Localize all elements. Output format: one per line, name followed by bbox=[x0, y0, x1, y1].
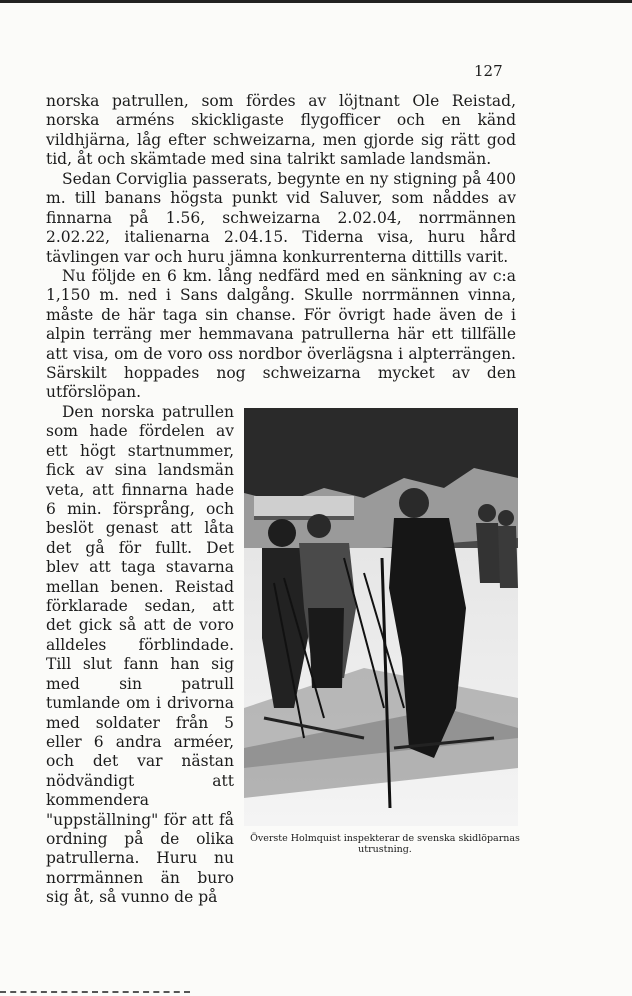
photo-illustration bbox=[244, 408, 518, 826]
paragraph-3: Nu följde en 6 km. lång nedfärd med en sänkning av c:a 1,150 m. ned i Sans dalgång. Skulle norrmännen vinna, måste de här taga sin chanse. För övrigt hade även de i alpin terräng mer hemmavana patrullerna här ett tillfälle att visa, om de voro oss nordbor överlägsna i alpterrängen. Särskilt hoppades nog schweizarna mycket av den utförslöpan. bbox=[46, 267, 516, 402]
photo-skiers-inspection bbox=[244, 408, 518, 826]
page-number: 127 bbox=[474, 62, 503, 80]
paragraph-1: norska patrullen, som fördes av löjtnant Ole Reistad, norska arméns skickligaste flygofficer och en känd vildhjärna, låg efter schweizarna, men gjorde sig rätt god tid, åt och skämtade med sina talrikt samlade landsmän. bbox=[46, 92, 516, 169]
photo-caption: Överste Holmquist inspekterar de svenska skidlöparnas utrustning. bbox=[250, 833, 520, 855]
bottom-rule bbox=[0, 991, 190, 993]
paragraph-2: Sedan Corviglia passerats, begynte en ny stigning på 400 m. till banans högsta punkt vid Saluver, som nåddes av finnarna på 1.56, schweizarna 2.02.04, norrmännen 2.02.22, italienarna 2.04.15. Tiderna visa, huru hård tävlingen var och huru jämna konkurrenterna dittills varit. bbox=[46, 170, 516, 266]
top-rule bbox=[0, 0, 632, 3]
paragraph-4: Den norska patrullen som hade fördelen av ett högt startnummer, fick av sina landsmän veta, att finnarna hade 6 min. försprång, och beslöt genast att låta det gå för fullt. Det blev att taga stavarna mellan benen. Reistad förklarade sedan, att det gick så att de voro alldeles förblindade. Till slut fann han sig med sin patrull tumlande om i drivorna med soldater från 5 eller 6 andra arméer, och det var nästan nödvändigt att kommendera "uppställning" för att få ordning på de olika patrullerna. Huru nu norrmännen än buro sig åt, så vunno de på bbox=[46, 403, 234, 907]
